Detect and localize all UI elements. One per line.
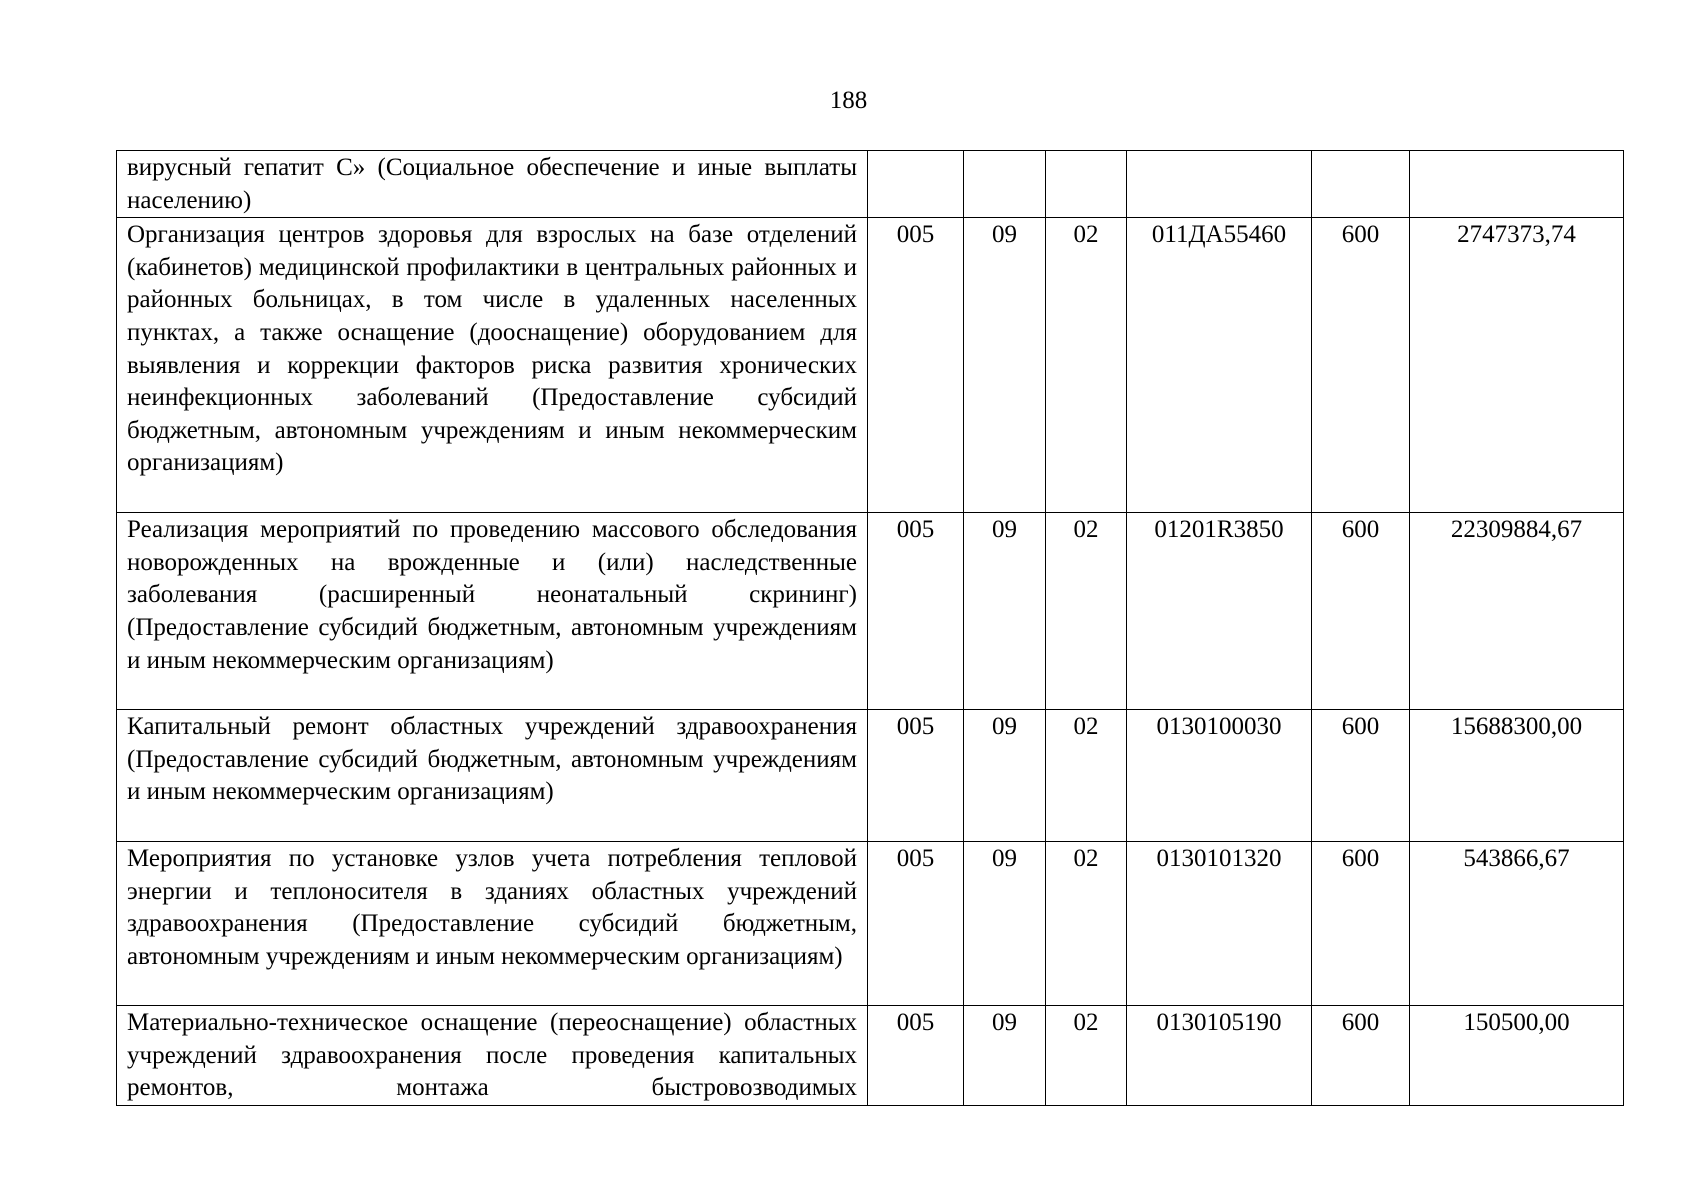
amount: 15688300,00 (1410, 710, 1624, 842)
table-row (117, 1006, 1624, 1106)
subsection-code: 02 (1046, 218, 1127, 513)
amount: 150500,00 (1410, 1006, 1624, 1106)
budget-table (116, 150, 1624, 1106)
amount: 22309884,67 (1410, 513, 1624, 710)
subsection-code: 02 (1046, 842, 1127, 1006)
ministry-code: 005 (868, 513, 964, 710)
row-description: Мероприятия по установке узлов учета потребления тепловой энергии и теплоносителя в зданиях областных учреждений здравоохранения (Предоставление субсидий бюджетным, автономным учреждениям и иным некоммерческим организациям) (117, 842, 868, 1006)
target-article-code: 01201R3850 (1127, 513, 1312, 710)
expense-type-code: 600 (1312, 513, 1410, 710)
ministry-code (868, 151, 964, 218)
row-description: Материально-техническое оснащение (переоснащение) областных учреждений здравоохранения после проведения капитальных ремонтов, монтажа быстровозводимых (117, 1006, 868, 1106)
section-code: 09 (964, 513, 1046, 710)
expense-type-code: 600 (1312, 218, 1410, 513)
section-code: 09 (964, 842, 1046, 1006)
ministry-code: 005 (868, 842, 964, 1006)
row-description: Капитальный ремонт областных учреждений здравоохранения (Предоставление субсидий бюджетным, автономным учреждениям и иным некоммерческим организациям) (117, 710, 868, 842)
amount: 2747373,74 (1410, 218, 1624, 513)
expense-type-code (1312, 151, 1410, 218)
expense-type-code: 600 (1312, 842, 1410, 1006)
row-description: вирусный гепатит С» (Социальное обеспечение и иные выплаты населению) (117, 151, 868, 218)
row-description: Организация центров здоровья для взрослых на базе отделений (кабинетов) медицинской профилактики в центральных районных и районных больницах, в том числе в удаленных населенных пунктах, а также оснащение (дооснащение) оборудованием для выявления и коррекции факторов риска развития хронических неинфекционных заболеваний (Предоставление субсидий бюджетным, автономным учреждениям и иным некоммерческим организациям) (117, 218, 868, 513)
expense-type-code: 600 (1312, 710, 1410, 842)
page-number: 188 (829, 87, 868, 114)
amount (1410, 151, 1624, 218)
target-article-code (1127, 151, 1312, 218)
subsection-code: 02 (1046, 1006, 1127, 1106)
ministry-code: 005 (868, 218, 964, 513)
section-code: 09 (964, 710, 1046, 842)
table-row (117, 218, 1624, 513)
target-article-code: 011ДА55460 (1127, 218, 1312, 513)
subsection-code: 02 (1046, 710, 1127, 842)
table-row (117, 513, 1624, 710)
amount: 543866,67 (1410, 842, 1624, 1006)
subsection-code: 02 (1046, 513, 1127, 710)
row-description: Реализация мероприятий по проведению массового обследования новорожденных на врожденные и (или) наследственные заболевания (расширенный неонатальный скрининг) (Предоставление субсидий бюджетным, автономным учреждениям и иным некоммерческим организациям) (117, 513, 868, 710)
ministry-code: 005 (868, 710, 964, 842)
section-code: 09 (964, 1006, 1046, 1106)
section-code: 09 (964, 218, 1046, 513)
table-row (117, 151, 1624, 218)
expense-type-code: 600 (1312, 1006, 1410, 1106)
table-row (117, 710, 1624, 842)
target-article-code: 0130101320 (1127, 842, 1312, 1006)
subsection-code (1046, 151, 1127, 218)
ministry-code: 005 (868, 1006, 964, 1106)
section-code (964, 151, 1046, 218)
table-row (117, 842, 1624, 1006)
target-article-code: 0130100030 (1127, 710, 1312, 842)
target-article-code: 0130105190 (1127, 1006, 1312, 1106)
